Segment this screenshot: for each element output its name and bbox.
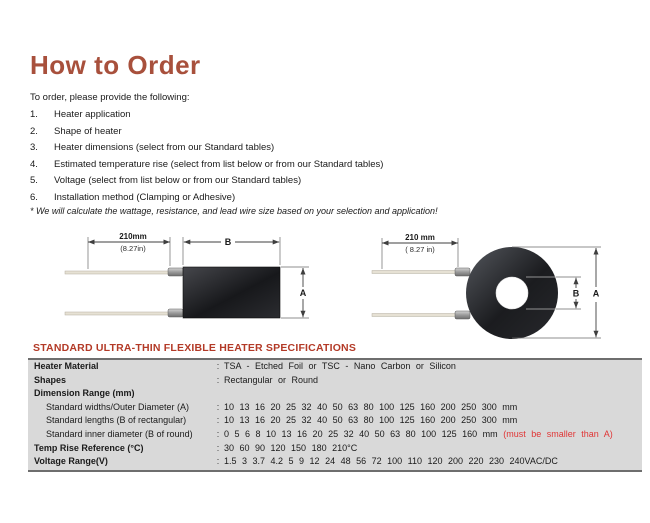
step-number: 6.: [30, 191, 38, 203]
spec-section-heading: STANDARD ULTRA-THIN FLEXIBLE HEATER SPECIFICATIONS: [33, 342, 357, 354]
width-a-dimension: [281, 267, 309, 318]
order-step: [30, 157, 383, 174]
row-colon: [212, 387, 224, 401]
table-row: [28, 401, 642, 415]
order-step: [30, 107, 383, 124]
row-colon: :: [216, 456, 220, 467]
lead-length-mm-label: 210mm: [119, 232, 147, 241]
spec-table: [28, 360, 642, 469]
row-colon: :: [216, 428, 220, 439]
rect-heater-diagram: [65, 232, 309, 318]
row-label: Heater Material: [34, 361, 99, 371]
lead-length-mm-label: 210 mm: [405, 233, 435, 242]
wire-ferrule: [455, 268, 470, 276]
row-value: Rectangular or Round: [224, 374, 319, 385]
round-heater-hole: [496, 277, 528, 309]
step-text: Heater dimensions (select from our Standard tables): [54, 142, 275, 154]
order-step: [30, 124, 383, 141]
row-label: Shapes: [34, 374, 67, 385]
lead-wire: [372, 314, 456, 317]
page-title: How to Order: [30, 50, 201, 80]
inner-diameter-b-label: B: [572, 288, 580, 299]
lead-wire: [372, 271, 456, 274]
row-colon: :: [216, 401, 220, 412]
step-number: 5.: [30, 175, 38, 187]
row-label: Temp Rise Reference (°C): [34, 442, 144, 453]
row-value: TSA - Etched Foil or TSC - Nano Carbon or Silicon: [224, 361, 456, 371]
step-number: 1.: [30, 109, 38, 120]
step-number: 4.: [30, 158, 38, 170]
order-steps-list: [30, 107, 383, 207]
row-value: 10 13 16 20 25 32 40 50 63 80 100 125 160 200 250 300 mm: [224, 415, 518, 426]
row-colon: :: [216, 374, 220, 385]
table-row: [28, 374, 642, 388]
row-label: Standard lengths (B of rectangular): [46, 415, 187, 426]
length-b-dimension: [183, 237, 280, 265]
row-value-warning: (must be smaller than A): [503, 428, 613, 439]
table-row: [28, 428, 642, 442]
wire-ferrule: [168, 268, 183, 276]
heater-diagrams: [0, 225, 650, 350]
table-row: [28, 442, 642, 456]
step-text: Installation method (Clamping or Adhesive): [54, 191, 236, 203]
row-value: 1.5 3 3.7 4.2 5 9 12 24 48 56 72 100 110 120 200 220 230 240VAC/DC: [224, 456, 558, 467]
lead-length-dimension: [88, 232, 170, 269]
wire-ferrule: [168, 309, 183, 317]
lead-length-in-label: (8.27in): [120, 244, 146, 253]
lead-length-dimension: [382, 233, 458, 269]
order-note: * We will calculate the wattage, resistance, and lead wire size based on your selection and application!: [30, 206, 438, 216]
row-colon: :: [216, 415, 220, 426]
step-text: Voltage (select from list below or from our Standard tables): [54, 175, 302, 187]
table-row: [28, 414, 642, 428]
intro-text: To order, please provide the following:: [30, 92, 190, 103]
lead-wire: [65, 271, 170, 274]
step-number: 2.: [30, 125, 38, 137]
spec-table-container: [28, 358, 642, 472]
round-heater-diagram: [372, 233, 601, 339]
rect-heater-body: [183, 267, 280, 318]
wire-ferrule: [455, 311, 470, 319]
row-colon: :: [216, 361, 220, 371]
row-label: Voltage Range(V): [34, 456, 108, 467]
row-label: Standard inner diameter (B of round): [46, 428, 193, 439]
step-text: Estimated temperature rise (select from list below or from our Standard tables): [54, 158, 384, 170]
row-colon: :: [216, 442, 220, 453]
row-value: 10 13 16 20 25 32 40 50 63 80 100 125 160 200 250 300 mm: [224, 401, 518, 412]
table-row: [28, 455, 642, 469]
step-number: 3.: [30, 142, 38, 154]
step-text: Heater application: [54, 109, 131, 120]
lead-length-in-label: ( 8.27 in): [405, 245, 435, 254]
outer-diameter-a-label: A: [592, 288, 600, 299]
table-row: [28, 360, 642, 374]
row-value-text: 0 5 6 8 10 13 16 20 25 32 40 50 63 80 100 125 160 mm: [224, 428, 498, 439]
row-label: Dimension Range (mm): [34, 388, 135, 399]
width-a-label: A: [299, 288, 307, 298]
row-value: [224, 428, 642, 442]
lead-wire: [65, 312, 170, 315]
order-step: [30, 140, 383, 157]
step-text: Shape of heater: [54, 125, 122, 137]
order-step: [30, 190, 383, 207]
row-value: [224, 387, 642, 401]
row-label: Standard widths/Outer Diameter (A): [46, 401, 190, 412]
length-b-label: B: [224, 237, 232, 247]
order-step: [30, 173, 383, 190]
row-value: 30 60 90 120 150 180 210°C: [224, 442, 358, 453]
table-row: [28, 387, 642, 401]
